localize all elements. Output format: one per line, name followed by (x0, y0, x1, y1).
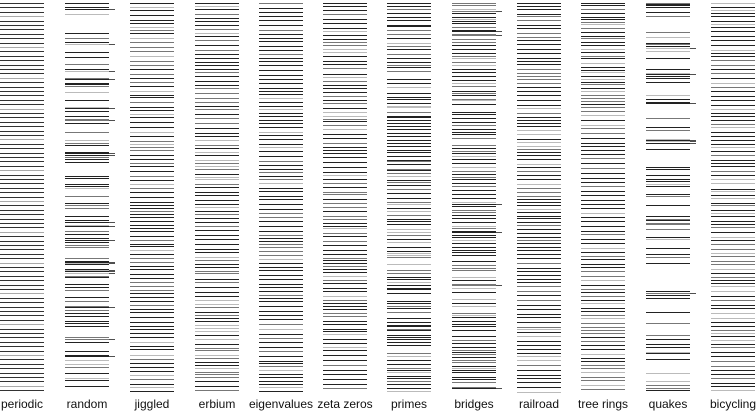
column-label-periodic: periodic (0, 397, 44, 411)
column-label-zeta-zeros: zeta zeros (317, 397, 373, 411)
label-group (1, 397, 756, 411)
column-label-bridges: bridges (454, 397, 494, 411)
column-group (0, 4, 755, 393)
column-label-railroad: railroad (518, 397, 560, 411)
column-label-tree-rings: tree rings (577, 397, 629, 411)
column-label-bicycling: bicycling (709, 397, 756, 411)
column-label-eigenvalues: eigenvalues (248, 397, 314, 411)
column-label-quakes: quakes (648, 397, 688, 411)
column-label-erbium: erbium (198, 397, 236, 411)
column-label-random: random (66, 397, 108, 411)
column-label-jiggled: jiggled (134, 397, 170, 411)
column-label-primes: primes (390, 397, 428, 411)
